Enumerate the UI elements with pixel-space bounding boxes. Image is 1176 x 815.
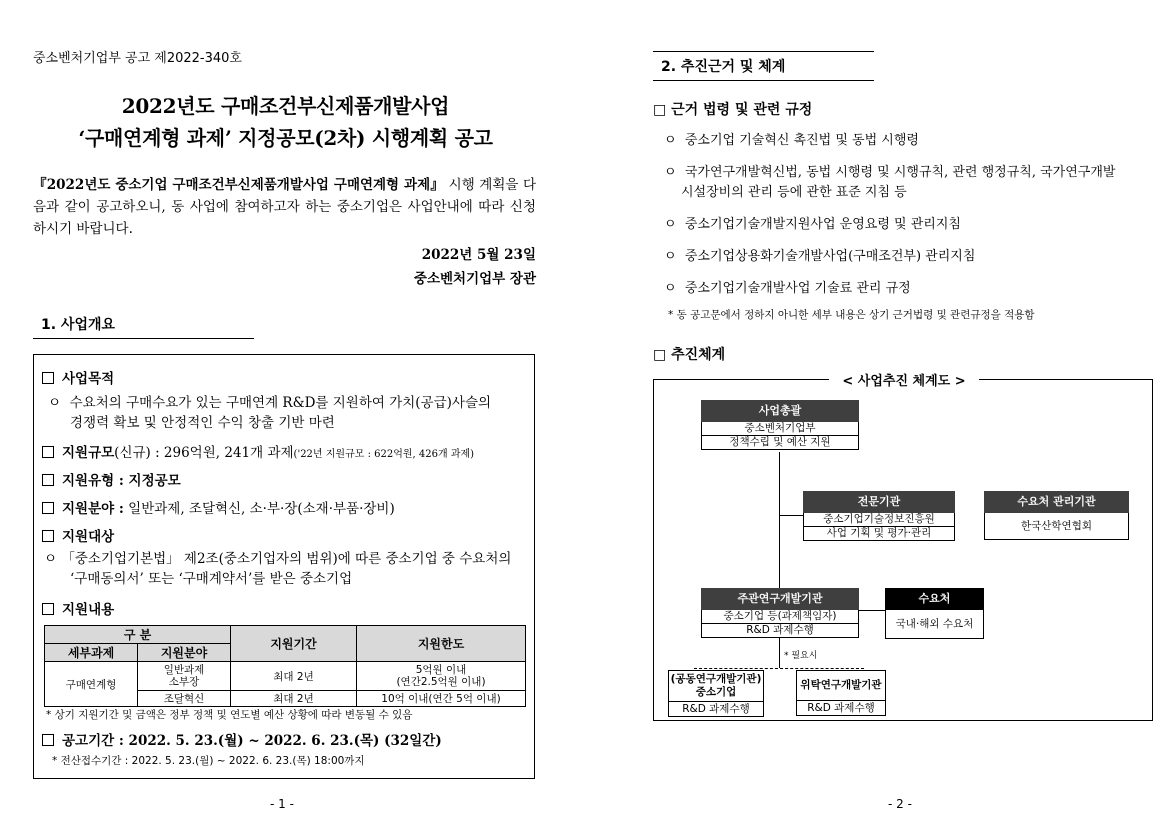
org-expert-line-2: 사업 기획 및 평가·관리 (826, 527, 932, 539)
system-heading: □ 추진체계 (653, 347, 726, 363)
type-label: 지원유형 : 지정공모 (62, 473, 181, 489)
org-general-line-2: 정책수립 및 예산 지원 (729, 436, 831, 448)
field-item (42, 497, 395, 517)
basis-item-2-cont: 시설장비의 관리 등에 관한 표준 지침 등 (681, 185, 907, 200)
scale-note: ('22년 지원규모 : 622억원, 426개 과제) (293, 449, 475, 460)
checkbox-icon (42, 603, 54, 615)
org-box-demand-manager (984, 491, 1129, 540)
org-chart-title: < 사업추진 체계도 > (829, 370, 979, 389)
table-header-period: 지원기간 (231, 626, 357, 662)
field-label: 지원분야 : (62, 501, 124, 517)
circle-bullet-icon: ㅇ (664, 165, 677, 180)
org-box-joint (668, 670, 764, 717)
overview-box (33, 354, 535, 779)
if-needed-note: * 필요시 (784, 651, 818, 661)
checkbox-icon (42, 502, 54, 514)
basis-item-5: ㅇ 중소기업기술개발사업 기술료 관리 규정 (664, 281, 911, 296)
connector-line (779, 452, 780, 588)
period-item (42, 729, 442, 749)
target-text (44, 549, 532, 589)
table-cell-limit: 10억 이내(연간 5억 이내) (357, 691, 526, 707)
field-line-2: 소부장 (168, 676, 200, 688)
type-item (42, 469, 181, 489)
checkbox-icon (42, 734, 54, 746)
intro-rest: 시행 계획을 다음과 같이 공고하오니, 동 사업에 참여하고자 하는 중소기업은 사업안내에 따라 신청하시기 바랍니다. (33, 177, 537, 237)
table-cell-field (138, 662, 231, 691)
table-cell-limit (357, 662, 526, 691)
notice-number: 중소벤처기업부 공고 제2022-340호 (33, 51, 242, 66)
circle-bullet-icon: ㅇ (664, 217, 677, 232)
org-demand-line-1: 국내·해외 수요처 (885, 610, 984, 639)
org-box-general (701, 400, 859, 450)
basis-item-2: ㅇ 국가연구개발혁신법, 동법 시행령 및 시행규칙, 관련 행정규칙, 국가연구개발 (664, 165, 1116, 180)
target-line-2: ‘구매동의서’ 또는 ‘구매계약서’를 받은 중소기업 (70, 571, 353, 587)
period-note: * 전산접수기간 : 2022. 5. 23.(월) ~ 2022. 6. 23.(목) 18:00까지 (52, 755, 365, 767)
connector-line (779, 656, 780, 668)
basis-item-3: ㅇ 중소기업기술개발지원사업 운영요령 및 관리지침 (664, 217, 961, 232)
org-box-consign (796, 670, 886, 716)
purpose-line-2: 경쟁력 확보 및 안정적인 수익 창출 기반 마련 (70, 415, 335, 431)
org-box-expert (803, 491, 955, 541)
checkbox-icon (42, 372, 54, 384)
circle-bullet-icon: ㅇ (48, 395, 62, 411)
table-row (45, 662, 526, 691)
checkbox-icon (42, 530, 54, 542)
target-label: 지원대상 (62, 529, 115, 545)
table-cell-field: 조달혁신 (138, 691, 231, 707)
period-label: 공고기간 : 2022. 5. 23.(월) ~ 2022. 6. 23.(목) (32일간) (62, 733, 442, 749)
connector-line (779, 638, 780, 656)
org-general-line-1: 중소벤처기업부 (702, 422, 858, 436)
table-cell-task: 구매연계형 (45, 662, 138, 707)
scale-value: (신규) : 296억원, 241개 과제 (114, 445, 294, 461)
minister-signature: 중소벤처기업부 장관 (413, 271, 536, 287)
table-note: * 상기 지원기간 및 금액은 정부 정책 및 연도별 예산 상황에 따라 변동될 수 있음 (46, 709, 413, 721)
checkbox-icon (42, 474, 54, 486)
table-header-task: 세부과제 (45, 644, 138, 662)
section-1-heading: 1. 사업개요 (33, 314, 254, 339)
field-value: 일반과제, 조달혁신, 소·부·장(소재·부품·장비) (123, 501, 395, 517)
org-consign-head: 위탁연구개발기관 (797, 671, 885, 701)
page-number-1: - 1 - (270, 797, 294, 811)
limit-line-1: 5억원 이내 (415, 664, 467, 676)
org-lead-line-1: 중소기업 등(과제책임자) (702, 610, 858, 624)
org-lead-body (701, 610, 859, 638)
purpose-label: 사업목적 (62, 371, 115, 387)
target-line-1: 「중소기업기본법」 제2조(중소기업자의 범위)에 따른 중소기업 중 수요처의 (61, 551, 512, 567)
scale-item (42, 441, 474, 461)
org-lead-head: 주관연구개발기관 (701, 588, 859, 610)
section-2-heading: 2. 추진근거 및 체계 (653, 51, 874, 81)
org-general-head: 사업총괄 (701, 400, 859, 422)
notice-date: 2022년 5월 23일 (421, 247, 536, 263)
table-cell-period: 최대 2년 (231, 662, 357, 691)
connector-line (779, 515, 803, 516)
org-box-lead (701, 588, 859, 638)
basis-heading: □ 근거 법령 및 관련 규정 (653, 102, 813, 118)
org-expert-head: 전문기관 (803, 491, 955, 513)
org-demand-manager-line-1: 한국산학연협회 (984, 513, 1129, 540)
org-lead-line-2: R&D 과제수행 (746, 624, 814, 636)
basis-item-4: ㅇ 중소기업상용화기술개발사업(구매조건부) 관리지침 (664, 249, 976, 264)
connector-line (858, 610, 885, 611)
intro-bold: 『2022년도 중소기업 구매조건부신제품개발사업 구매연계형 과제』 (33, 177, 445, 193)
org-expert-body (803, 513, 955, 541)
org-joint-head-line-2: 중소기업 (695, 686, 737, 698)
title-line-1: 2022년도 구매조건부신제품개발사업 (121, 94, 450, 118)
org-general-body (701, 422, 859, 450)
org-consign-line-1: R&D 과제수행 (807, 702, 875, 714)
scale-label: 지원규모 (62, 445, 115, 461)
support-table (44, 625, 526, 707)
table-cell-period: 최대 2년 (231, 691, 357, 707)
org-expert-line-1: 중소기업기술정보진흥원 (804, 513, 954, 527)
intro-paragraph (33, 174, 536, 240)
purpose-text (48, 393, 528, 433)
basis-note: * 동 공고문에서 정하지 아니한 세부 내용은 상기 근거법령 및 관련규정을 적용함 (668, 309, 1035, 321)
circle-bullet-icon: ㅇ (664, 133, 677, 148)
org-demand-head: 수요처 (885, 588, 984, 610)
org-demand-manager-head: 수요처 관리기관 (984, 491, 1129, 513)
org-box-demand (885, 588, 984, 639)
content-label: 지원내용 (62, 602, 115, 618)
content-item (42, 598, 114, 618)
target-item (42, 525, 114, 545)
circle-bullet-icon: ㅇ (44, 551, 58, 567)
org-joint-head (669, 671, 763, 702)
title-line-2: ‘구매연계형 과제’ 지정공모(2차) 시행계획 공고 (78, 126, 493, 150)
page-number-2: - 2 - (888, 797, 912, 811)
purpose-line-1: 수요처의 구매수요가 있는 구매연계 R&D를 지원하여 가치(공급)사슬의 (69, 395, 492, 411)
basis-item-1: ㅇ 중소기업 기술혁신 촉진법 및 동법 시행령 (664, 133, 919, 148)
circle-bullet-icon: ㅇ (664, 281, 677, 296)
limit-line-2: (연간2.5억원 이내) (396, 676, 486, 688)
field-line-1: 일반과제 (163, 664, 205, 676)
purpose-item (42, 367, 114, 387)
org-joint-head-line-1: (공동연구개발기관) (670, 673, 762, 685)
table-header-field: 지원분야 (138, 644, 231, 662)
org-chart-frame (653, 374, 1153, 721)
checkbox-icon (42, 446, 54, 458)
circle-bullet-icon: ㅇ (664, 249, 677, 264)
table-header-limit: 지원한도 (357, 626, 526, 662)
table-header-group: 구 분 (45, 626, 231, 644)
org-joint-line-1: R&D 과제수행 (682, 703, 750, 715)
